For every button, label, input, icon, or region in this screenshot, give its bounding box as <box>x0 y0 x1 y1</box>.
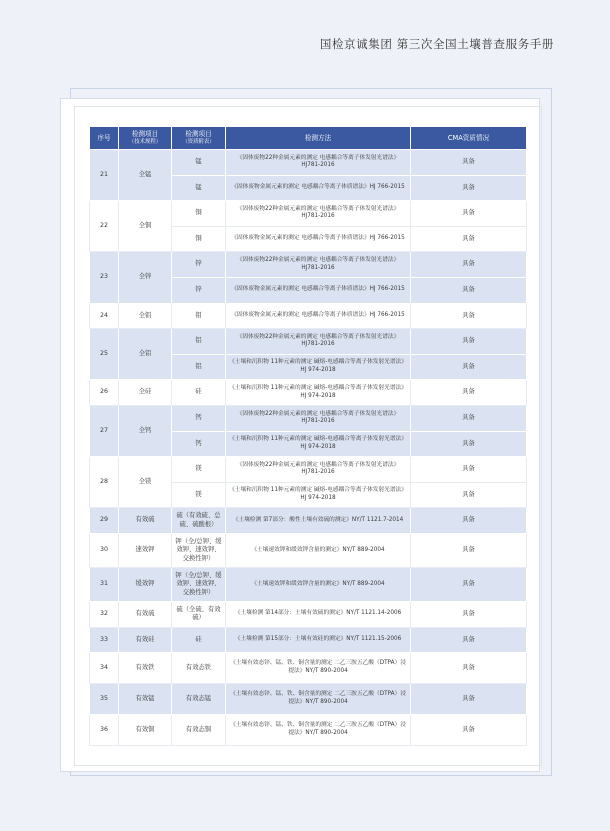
cell-cma: 具备 <box>411 715 527 746</box>
table-header-row <box>90 127 527 150</box>
cell-method: 《固体废物22种金属元素的测定 电感耦合等离子体发射光谱法》HJ781-2016 <box>226 252 411 278</box>
cell-sub: 钙 <box>172 431 226 457</box>
cell-sub: 铜 <box>172 226 226 252</box>
col-header-method: 检测方法 <box>226 127 411 150</box>
cell-no: 28 <box>90 457 119 508</box>
cell-item: 有效硅 <box>119 627 172 653</box>
cell-no: 26 <box>90 380 119 406</box>
cell-sub: 锌 <box>172 252 226 278</box>
cell-cma: 具备 <box>411 567 527 601</box>
cell-no: 31 <box>90 567 119 601</box>
cell-method: 《固体废物金属元素的测定 电感耦合等离子体质谱法》HJ 766-2015 <box>226 277 411 303</box>
cell-method: 《土壤速效钾和缓效钾含量的测定》NY/T 889-2004 <box>226 533 411 567</box>
cell-item: 全锰 <box>119 150 172 201</box>
cell-no: 33 <box>90 627 119 653</box>
cell-method: 《土壤有效态锌、锰、铁、铜含量的测定 二乙三胺五乙酸（DTPA）浸提法》NY/T 890-2004 <box>226 684 411 715</box>
table-row <box>90 715 527 746</box>
cell-sub: 硅 <box>172 380 226 406</box>
cell-cma: 具备 <box>411 684 527 715</box>
col-header-item: 检测项目 （技术规程） <box>119 127 172 150</box>
cell-no: 34 <box>90 653 119 684</box>
table-row <box>90 533 527 567</box>
cell-cma: 具备 <box>411 508 527 534</box>
table-row <box>90 405 527 431</box>
cell-item: 有效硫 <box>119 508 172 534</box>
cell-sub: 硫（全硫、有效硫） <box>172 601 226 627</box>
cell-sub: 钾（全/总钾、缓效钾、速效钾、交换性钾） <box>172 533 226 567</box>
cell-cma: 具备 <box>411 150 527 176</box>
cell-item: 全铜 <box>119 201 172 252</box>
cell-no: 36 <box>90 715 119 746</box>
col-header-no: 序号 <box>90 127 119 150</box>
cell-sub: 有效态铜 <box>172 715 226 746</box>
cell-cma: 具备 <box>411 405 527 431</box>
cell-sub: 钙 <box>172 405 226 431</box>
cell-method: 《固体废物金属元素的测定 电感耦合等离子体质谱法》HJ 766-2015 <box>226 175 411 201</box>
cell-method: 《土壤有效态锌、锰、铁、铜含量的测定 二乙三胺五乙酸（DTPA）浸提法》NY/T 890-2004 <box>226 653 411 684</box>
cell-item: 全钼 <box>119 303 172 329</box>
cell-method: 《固体废物22种金属元素的测定 电感耦合等离子体发射光谱法》HJ781-2016 <box>226 150 411 176</box>
table-row <box>90 150 527 176</box>
cell-cma: 具备 <box>411 354 527 380</box>
table-row <box>90 457 527 483</box>
cell-cma: 具备 <box>411 457 527 483</box>
cell-cma: 具备 <box>411 226 527 252</box>
header-title: 国检京诚集团 第三次全国土壤普查服务手册 <box>319 37 554 51</box>
cell-cma: 具备 <box>411 329 527 355</box>
cell-item: 全硅 <box>119 380 172 406</box>
table-row <box>90 303 527 329</box>
cell-cma: 具备 <box>411 201 527 227</box>
cell-no: 25 <box>90 329 119 380</box>
cell-cma: 具备 <box>411 653 527 684</box>
cell-item: 有效铁 <box>119 653 172 684</box>
cell-item: 全锌 <box>119 252 172 303</box>
cell-sub: 铜 <box>172 201 226 227</box>
cell-no: 32 <box>90 601 119 627</box>
cell-item: 速效钾 <box>119 533 172 567</box>
cell-no: 27 <box>90 405 119 456</box>
cell-sub: 有效态铁 <box>172 653 226 684</box>
cell-method: 《固体废物22种金属元素的测定 电感耦合等离子体发射光谱法》HJ781-2016 <box>226 329 411 355</box>
table-row <box>90 567 527 601</box>
cell-no: 30 <box>90 533 119 567</box>
cell-no: 29 <box>90 508 119 534</box>
cell-cma: 具备 <box>411 252 527 278</box>
cell-sub: 有效态锰 <box>172 684 226 715</box>
cell-item: 有效铜 <box>119 715 172 746</box>
cell-no: 35 <box>90 684 119 715</box>
cell-method: 《固体废物22种金属元素的测定 电感耦合等离子体发射光谱法》HJ781-2016 <box>226 201 411 227</box>
cell-no: 22 <box>90 201 119 252</box>
table-row <box>90 508 527 534</box>
cell-cma: 具备 <box>411 380 527 406</box>
cell-sub: 硫（有效硫、总硫、硫酸根） <box>172 508 226 534</box>
cell-item: 全铝 <box>119 329 172 380</box>
cell-cma: 具备 <box>411 601 527 627</box>
table-row <box>90 252 527 278</box>
cell-sub: 镁 <box>172 482 226 508</box>
cell-cma: 具备 <box>411 175 527 201</box>
cell-method: 《土壤检测 第14部分：土壤有效硫的测定》NY/T 1121.14-2006 <box>226 601 411 627</box>
cell-method: 《土壤和沉积物 11种元素的测定 碱熔-电感耦合等离子体发射光谱法》HJ 974-2018 <box>226 380 411 406</box>
cell-method: 《固体废物金属元素的测定 电感耦合等离子体质谱法》HJ 766-2015 <box>226 226 411 252</box>
cell-sub: 锰 <box>172 175 226 201</box>
cell-no: 23 <box>90 252 119 303</box>
cell-cma: 具备 <box>411 303 527 329</box>
cell-method: 《土壤检测 第7部分：酸性土壤有效硫的测定》NY/T 1121.7-2014 <box>226 508 411 534</box>
table-row <box>90 627 527 653</box>
table-row <box>90 329 527 355</box>
cell-sub: 镁 <box>172 457 226 483</box>
cell-cma: 具备 <box>411 277 527 303</box>
page-header <box>0 36 610 58</box>
cell-cma: 具备 <box>411 431 527 457</box>
cell-method: 《固体废物22种金属元素的测定 电感耦合等离子体发射光谱法》HJ781-2016 <box>226 405 411 431</box>
cell-no: 24 <box>90 303 119 329</box>
cell-item: 全镁 <box>119 457 172 508</box>
col-header-sub: 检测项目 （资质附表） <box>172 127 226 150</box>
cell-item: 全钙 <box>119 405 172 456</box>
cell-sub: 锰 <box>172 150 226 176</box>
cell-cma: 具备 <box>411 482 527 508</box>
cell-no: 21 <box>90 150 119 201</box>
cell-method: 《土壤和沉积物 11种元素的测定 碱熔-电感耦合等离子体发射光谱法》HJ 974-2018 <box>226 431 411 457</box>
cell-sub: 钾（全/总钾、缓效钾、速效钾、交换性钾） <box>172 567 226 601</box>
cell-method: 《固体废物22种金属元素的测定 电感耦合等离子体发射光谱法》HJ781-2016 <box>226 457 411 483</box>
cell-sub: 硅 <box>172 627 226 653</box>
cell-method: 《土壤检测 第15部分：土壤有效硅的测定》NY/T 1121.15-2006 <box>226 627 411 653</box>
cell-sub: 铝 <box>172 329 226 355</box>
cell-cma: 具备 <box>411 533 527 567</box>
cell-item: 有效硫 <box>119 601 172 627</box>
cell-item: 有效锰 <box>119 684 172 715</box>
table-row <box>90 653 527 684</box>
table-row <box>90 201 527 227</box>
cell-method: 《土壤有效态锌、锰、铁、铜含量的测定 二乙三胺五乙酸（DTPA）浸提法》NY/T 890-2004 <box>226 715 411 746</box>
cell-method: 《固体废物金属元素的测定 电感耦合等离子体质谱法》HJ 766-2015 <box>226 303 411 329</box>
cell-method: 《土壤和沉积物 11种元素的测定 碱熔-电感耦合等离子体发射光谱法》HJ 974-2018 <box>226 354 411 380</box>
test-methods-table <box>89 126 527 746</box>
cell-sub: 铝 <box>172 354 226 380</box>
table-row <box>90 601 527 627</box>
col-header-cma: CMA资质情况 <box>411 127 527 150</box>
cell-sub: 锌 <box>172 277 226 303</box>
cell-method: 《土壤速效钾和缓效钾含量的测定》NY/T 889-2004 <box>226 567 411 601</box>
cell-method: 《土壤和沉积物 11种元素的测定 碱熔-电感耦合等离子体发射光谱法》HJ 974-2018 <box>226 482 411 508</box>
table-row <box>90 684 527 715</box>
cell-cma: 具备 <box>411 627 527 653</box>
cell-item: 缓效钾 <box>119 567 172 601</box>
cell-sub: 钼 <box>172 303 226 329</box>
table-row <box>90 380 527 406</box>
